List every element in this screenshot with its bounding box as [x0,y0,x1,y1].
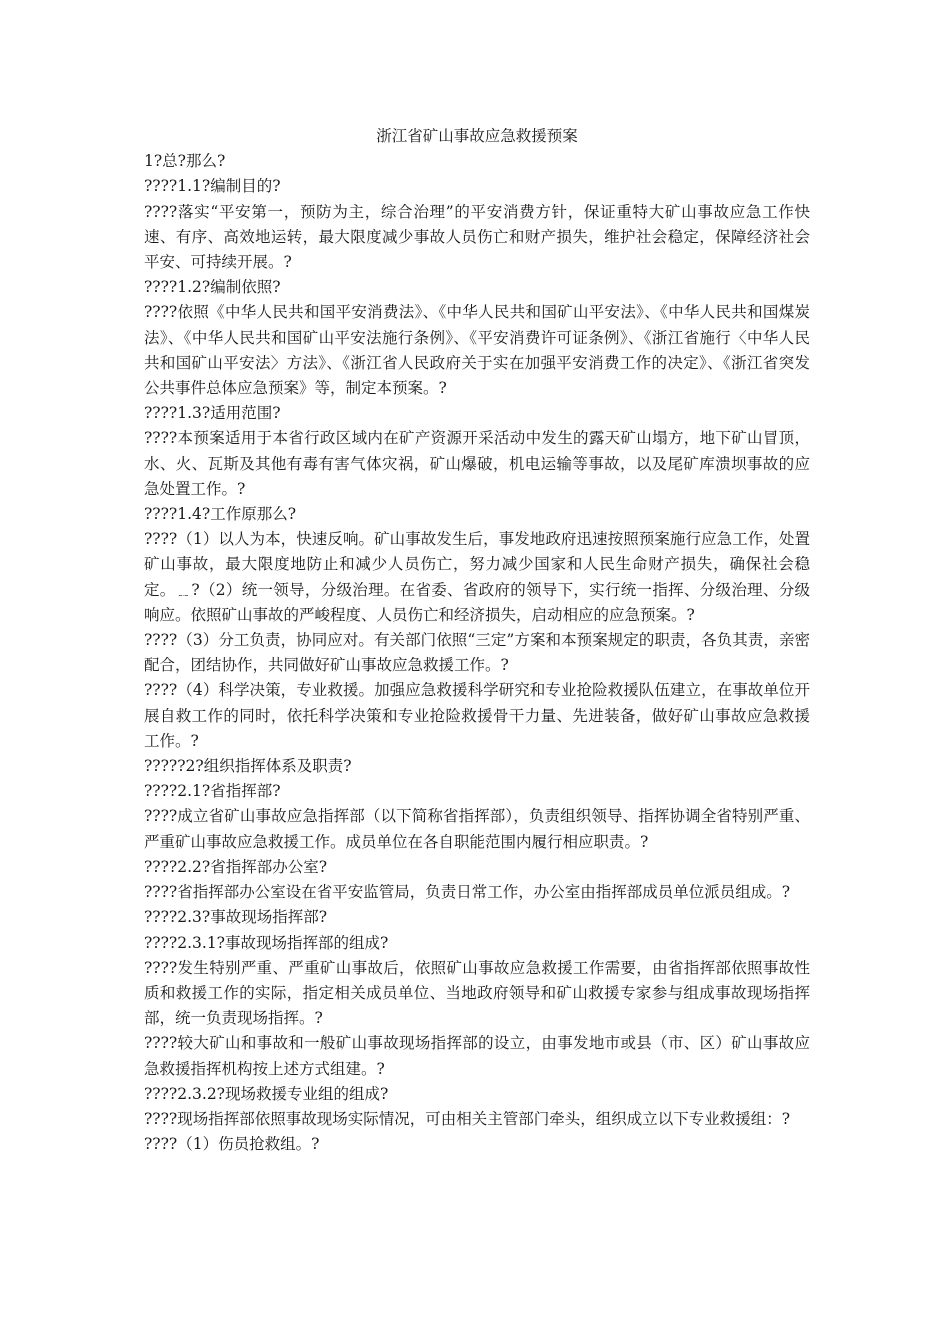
paragraph: ????（3）分工负责，协同应对。有关部门依照“三定”方案和本预案规定的职责，各负其责，亲密配合，团结协作，共同做好矿山事故应急救援工作。? [144,631,810,675]
document-title: 浙江省矿山事故应急救援预案 [376,127,578,145]
paragraph: ????（1）伤员抢救组。? [144,1135,320,1154]
paragraph: ????1.2?编制依照? [144,278,281,297]
paragraph: ?????2?组织指挥体系及职责? [144,757,352,776]
paragraph: ????成立省矿山事故应急指挥部（以下简称省指挥部），负责组织领导、指挥协调全省特别严重、严重矿山事故应急救援工作。成员单位在各自职能范围内履行相应职责。? [144,807,810,851]
paragraph: ????落实“平安第一，预防为主，综合治理”的平安消费方针，保证重特大矿山事故应急工作快速、有序、高效地运转，最大限度减少事故人员伤亡和财产损失，维护社会稳定，保障经济社会平安、可持续开展。? [144,202,810,272]
paragraph: ????省指挥部办公室设在省平安监管局，负责日常工作，办公室由指挥部成员单位派员组成。? [144,883,791,902]
paragraph: ????（4）科学决策，专业救援。加强应急救援科学研究和专业抢险救援队伍建立，在事故单位开展自救工作的同时，依托科学决策和专业抢险救援骨干力量、先进装备，做好矿山事故应急救援工作。? [144,681,810,750]
document-body [144,124,810,1157]
paragraph: ????发生特别严重、严重矿山事故后，依照矿山事故应急救援工作需要，由省指挥部依照事故性质和救援工作的实际，指定相关成员单位、当地政府领导和矿山救援专家参与组成事故现场指挥部，统一负责现场指挥。? [144,958,810,1028]
paragraph: ????（1）以人为本，快速反响。矿山事故发生后，事发地政府迅速按照预案施行应急工作，处置矿山事故，最大限度地防止和减少人员伤亡，努力减少国家和人民生命财产损失，确保社会稳定。﹎?（2）统一领导，分级治理。在省委、省政府的领导下，实行统一指挥、分级治理、分级响应。依照矿山事故的严峻程度、人员伤亡和经济损失，启动相应的应急预案。? [144,530,810,624]
paragraph: ????1.4?工作原那么? [144,505,297,524]
paragraph: ????2.1?省指挥部? [144,782,281,801]
paragraph: ????2.3?事故现场指挥部? [144,908,328,927]
paragraph: ????现场指挥部依照事故现场实际情况，可由相关主管部门牵头，组织成立以下专业救援组：? [144,1109,791,1128]
paragraph: ????1.1?编制目的? [144,177,281,196]
paragraph: ????1.3?适用范围? [144,404,281,423]
paragraph: ????本预案适用于本省行政区域内在矿产资源开采活动中发生的露天矿山塌方，地下矿山冒顶，水、火、瓦斯及其他有毒有害气体灾祸，矿山爆破，机电运输等事故，以及尾矿库溃坝事故的应急处置工作。? [144,429,810,498]
paragraph: ????依照《中华人民共和国平安消费法》、《中华人民共和国矿山平安法》、《中华人民共和国煤炭法》、《中华人民共和国矿山平安法施行条例》、《平安消费许可证条例》、《浙江省施行〈中华人民共和国矿山平安法〉方法》、《浙江省人民政府关于实在加强平安消费工作的决定》、《浙江省突发公共事件总体应急预案》等，制定本预案。? [144,303,810,398]
paragraph: ????2.2?省指挥部办公室? [144,857,328,876]
paragraph: ????较大矿山和事故和一般矿山事故现场指挥部的设立，由事发地市或县（市、区）矿山事故应急救援指挥机构按上述方式组建。? [144,1034,810,1078]
paragraph: 1?总?那么? [144,152,226,171]
paragraph: ????2.3.2?现场救援专业组的组成? [144,1084,389,1103]
paragraph: ????2.3.1?事故现场指挥部的组成? [144,933,389,952]
